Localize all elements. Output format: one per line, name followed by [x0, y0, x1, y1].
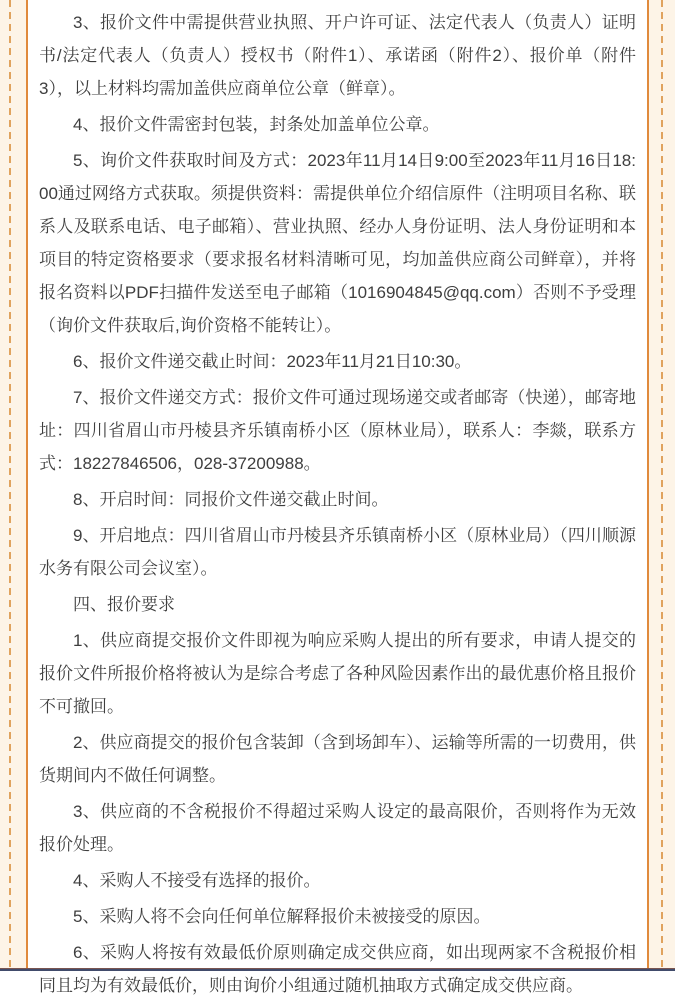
article-body: [28, 0, 647, 995]
paragraph-1: 3、报价文件中需提供营业执照、开户许可证、法定代表人（负责人）证明书/法定代表人（负责人）授权书（附件1）、承诺函（附件2）、报价单（附件3），以上材料均需加盖供应商单位公章（鲜章）。: [39, 13, 636, 98]
paragraph-14: 6、采购人将按有效最低价原则确定成交供应商，如出现两家不含税报价相同且均为有效最低价，则由询价小组通过随机抽取方式确定成交供应商。: [39, 943, 636, 995]
paragraph-2: 4、报价文件需密封包装，封条处加盖单位公章。: [73, 115, 440, 134]
paragraph-9: 1、供应商提交报价文件即视为响应采购人提出的所有要求，申请人提交的报价文件所报价格将被认为是综合考虑了各种风险因素作出的最优惠价格且报价不可撤回。: [39, 631, 636, 716]
left-border-decoration: [0, 0, 28, 971]
left-dashed-rule: [9, 0, 11, 971]
right-dashed-rule: [661, 0, 663, 971]
paragraph-5: 7、报价文件递交方式：报价文件可通过现场递交或者邮寄（快递），邮寄地址：四川省眉山市丹棱县齐乐镇南桥小区（原林业局），联系人：李燚，联系方式：18227846506，028-37200988。: [39, 388, 636, 473]
paragraph-11: 3、供应商的不含税报价不得超过采购人设定的最高限价，否则将作为无效报价处理。: [39, 802, 636, 854]
paragraph-4: 6、报价文件递交截止时间：2023年11月21日10:30。: [73, 352, 472, 371]
right-border-decoration: [647, 0, 675, 971]
paragraph-13: 5、采购人将不会向任何单位解释报价未被接受的原因。: [73, 907, 491, 926]
paragraph-7: 9、开启地点：四川省眉山市丹棱县齐乐镇南桥小区（原林业局）（四川顺源水务有限公司会议室）。: [39, 526, 636, 578]
paragraph-6: 8、开启时间：同报价文件递交截止时间。: [73, 490, 389, 509]
paragraph-10: 2、供应商提交的报价包含装卸（含到场卸车）、运输等所需的一切费用，供货期间内不做任何调整。: [39, 733, 636, 785]
paragraph-8: 四、报价要求: [73, 595, 175, 614]
paragraph-12: 4、采购人不接受有选择的报价。: [73, 871, 321, 890]
paragraph-3: 5、询价文件获取时间及方式：2023年11月14日9:00至2023年11月16日18:00通过网络方式获取。须提供资料：需提供单位介绍信原件（注明项目名称、联系人及联系电话、电子邮箱）、营业执照、经办人身份证明、法人身份证明和本项目的特定资格要求（要求报名材料清晰可见，均加盖供应商公司鲜章），并将报名资料以PDF扫描件发送至电子邮箱（1016904845@qq.com）否则不予受理（询价文件获取后,询价资格不能转让）。: [39, 151, 636, 335]
